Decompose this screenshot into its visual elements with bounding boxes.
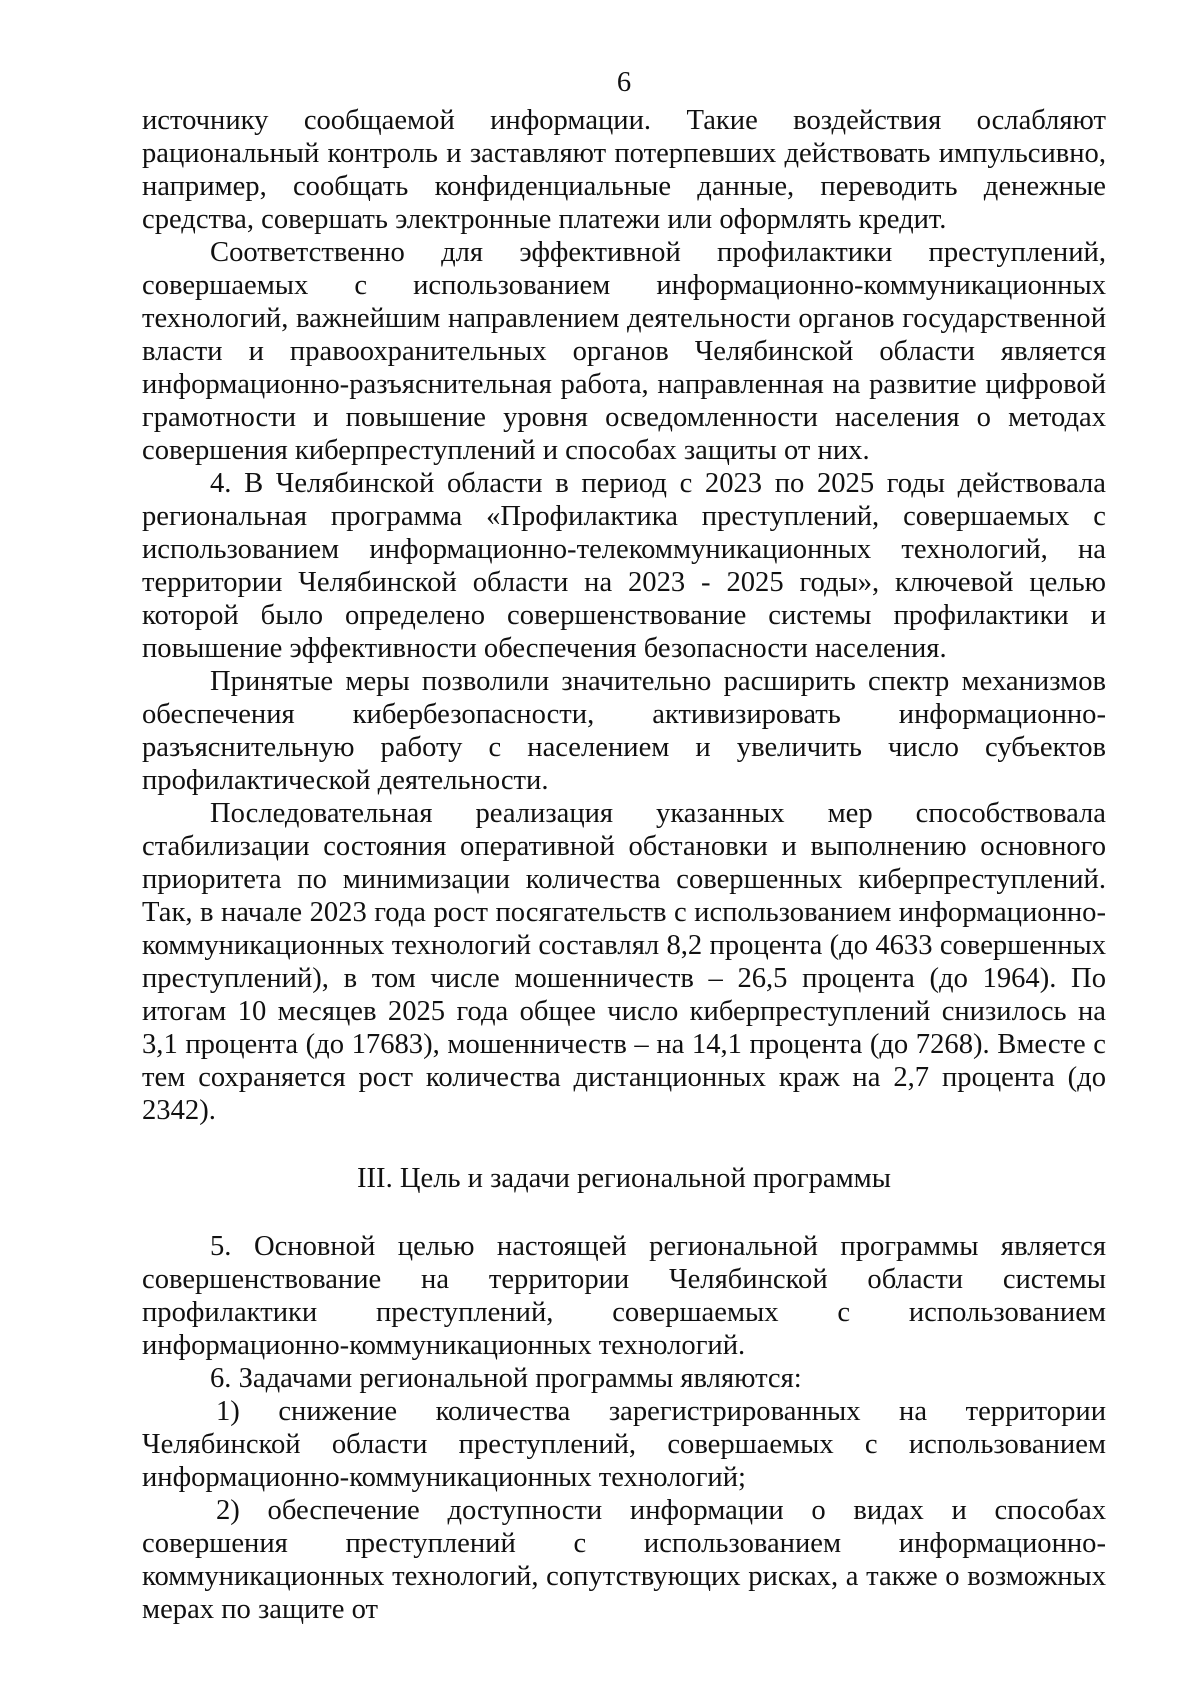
paragraph-item-6: 6. Задачами региональной программы являются: [210,1363,802,1394]
document-page [142,62,1106,1626]
paragraph-item-4: 4. В Челябинской области в период с 2023 по 2025 годы действовала региональная программа «Профилактика преступлений, совершаемых с использованием информационно-телекоммуникационных технологий, на территории Челябинской области на 2023 - 2025 годы», ключевой целью которой было определено совершенствование системы профилактики и повышение эффективности обеспечения безопасности населения. [142,468,1106,664]
section-heading: III. Цель и задачи региональной программы [357,1163,891,1194]
paragraph-task-2: 2) обеспечение доступности информации о видах и способах совершения преступлений с использованием информационно-коммуникационных технологий, сопутствующих рисках, а также о возможных мерах по защите от [142,1495,1106,1625]
paragraph-measures: Принятые меры позволили значительно расширить спектр механизмов обеспечения кибербезопасности, активизировать информационно-разъяснительную работу с населением и увеличить число субъектов профилактической деятельности. [142,666,1106,796]
paragraph-prevention-focus: Соответственно для эффективной профилактики преступлений, совершаемых с использованием информационно-коммуникационных технологий, важнейшим направлением деятельности органов государственной власти и правоохранительных органов Челябинской области является информационно-разъяснительная работа, направленная на развитие цифровой грамотности и повышение уровня осведомленности населения о методах совершения киберпреступлений и способах защиты от них. [142,237,1106,466]
paragraph-statistics: Последовательная реализация указанных мер способствовала стабилизации состояния оперативной обстановки и выполнению основного приоритета по минимизации количества совершенных киберпреступлений. Так, в начале 2023 года рост посягательств с использованием информационно-коммуникационных технологий составлял 8,2 процента (до 4633 совершенных преступлений), в том числе мошенничеств – 26,5 процента (до 1964). По итогам 10 месяцев 2025 года общее число киберпреступлений снизилось на 3,1 процента (до 17683), мошенничеств – на 14,1 процента (до 7268). Вместе с тем сохраняется рост количества дистанционных краж на 2,7 процента (до 2342). [142,798,1106,1126]
paragraph-item-5: 5. Основной целью настоящей региональной программы является совершенствование на территории Челябинской области системы профилактики преступлений, совершаемых с использованием информационно-коммуникационных технологий. [142,1231,1106,1361]
paragraph-continuation: источнику сообщаемой информации. Такие воздействия ослабляют рациональный контроль и заставляют потерпевших действовать импульсивно, например, сообщать конфиденциальные данные, переводить денежные средства, совершать электронные платежи или оформлять кредит. [142,105,1106,235]
paragraph-task-1: 1) снижение количества зарегистрированных на территории Челябинской области преступлений, совершаемых с использованием информационно-коммуникационных технологий; [142,1396,1106,1493]
page-number: 6 [616,67,632,98]
